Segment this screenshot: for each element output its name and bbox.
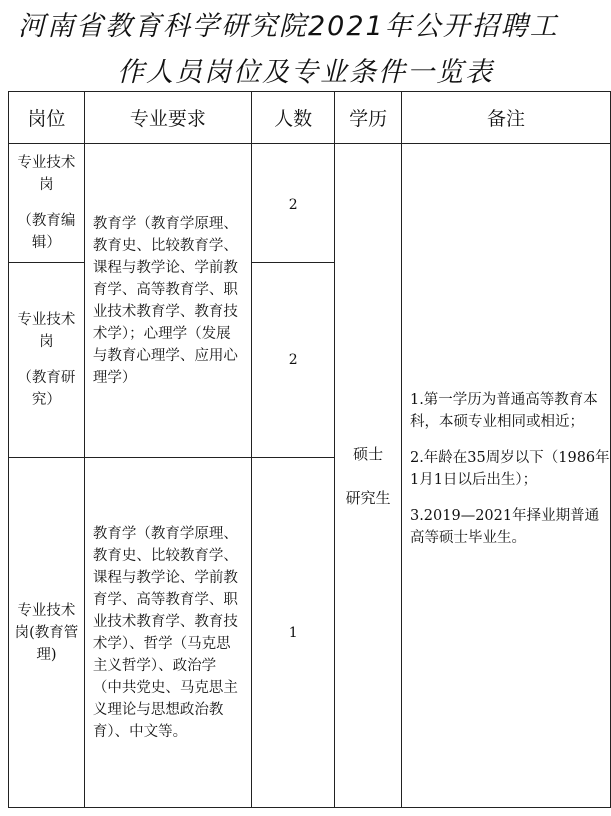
note-item: 2.年龄在35周岁以下（1986年1月1日以后出生）；	[409, 449, 610, 488]
position-subtitle: （教育研究）	[17, 370, 76, 408]
position-cell	[9, 263, 85, 458]
education-cell	[335, 144, 402, 808]
position-cell: 专业技术岗(教育管理)	[9, 458, 85, 808]
count-cell: 2	[252, 144, 335, 263]
header-requirements: 专业要求	[84, 92, 251, 144]
recruitment-table	[8, 91, 611, 808]
header-notes: 备注	[401, 92, 610, 144]
position-title: 专业技术岗	[17, 312, 76, 350]
table-header-row	[9, 92, 611, 144]
count-cell: 1	[252, 458, 335, 808]
header-position: 岗位	[9, 92, 85, 144]
position-cell	[9, 144, 85, 263]
education-level: 研究生	[345, 488, 391, 507]
requirements-cell: 教育学（教育学原理、教育史、比较教育学、课程与教学论、学前教育学、高等教育学、职业技术教育学、教育技术学）、哲学（马克思主义哲学）、政治学（中共党史、马克思主义理论与思想政治教育）、中文等。	[84, 458, 251, 808]
note-item: 1.第一学历为普通高等教育本科，本硕专业相同或相近；	[409, 391, 598, 430]
notes-cell	[401, 144, 610, 808]
note-item: 3.2019—2021年择业期普通高等硕士毕业生。	[409, 507, 600, 546]
header-count: 人数	[252, 92, 335, 144]
table-row	[9, 144, 611, 263]
count-cell: 2	[252, 263, 335, 458]
page-title-line1: 河南省教育科学研究院2021年公开招聘工	[18, 11, 559, 42]
position-subtitle: （教育编辑）	[17, 213, 76, 251]
requirements-cell: 教育学（教育学原理、教育史、比较教育学、课程与教学论、学前教育学、高等教育学、职业技术教育学、教育技术学）；心理学（发展与教育心理学、应用心理学）	[84, 144, 251, 458]
education-degree: 硕士	[353, 444, 384, 463]
page-title-line2: 作人员岗位及专业条件一览表	[117, 57, 494, 88]
header-education: 学历	[335, 92, 402, 144]
position-title: 专业技术岗	[17, 155, 76, 193]
